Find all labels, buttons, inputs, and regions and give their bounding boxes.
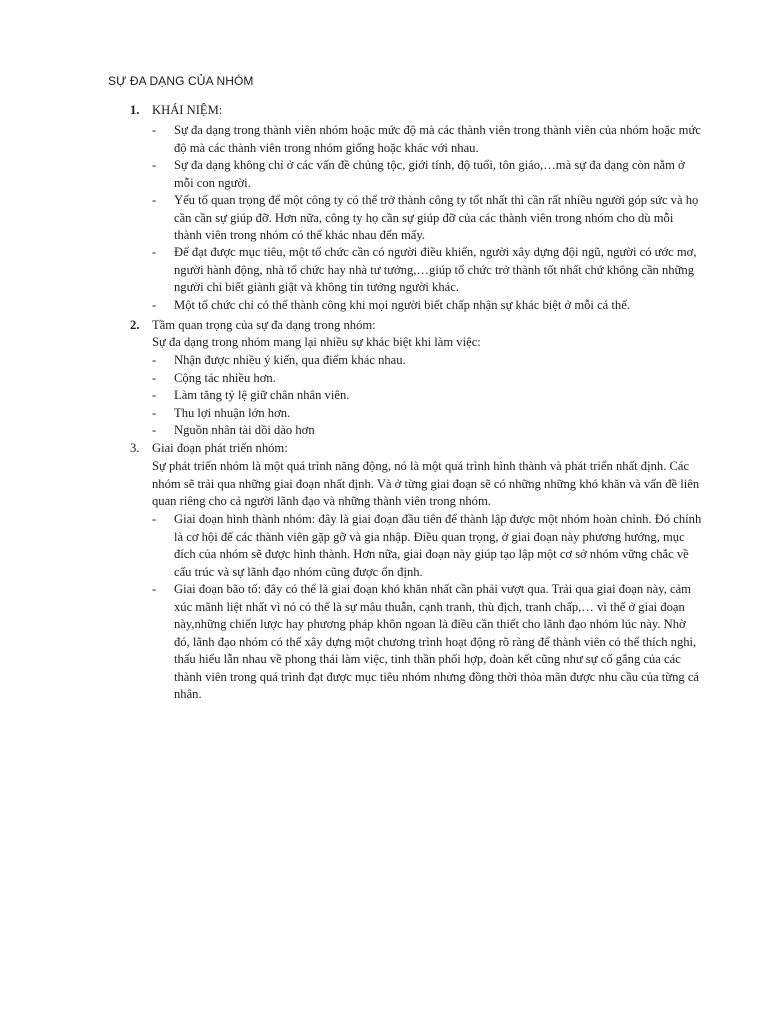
bullet-dash: -	[152, 158, 157, 172]
list-item-text: Sự đa dạng trong thành viên nhóm hoặc mức độ mà các thành viên trong thành viên của nhóm hoặc mức độ mà các thành viên trong nhóm giống hoặc khác với nhau.	[174, 123, 701, 155]
section-heading: Giai đoạn phát triển nhóm:	[152, 441, 288, 455]
bullet-dash: -	[152, 371, 157, 385]
list-item-text: Thu lợi nhuận lớn hơn.	[174, 406, 291, 420]
section-heading: Tầm quan trọng của sự đa dạng trong nhóm:	[152, 318, 376, 332]
list-item-text: Sự đa dạng không chỉ ở các vấn đề chủng tộc, giới tính, độ tuổi, tôn giáo,…mà sự đa dạng còn nằm ở mỗi con người.	[174, 158, 685, 190]
document-title: SỰ ĐA DẠNG CỦA NHÓM	[108, 74, 254, 88]
list-item-text: Giai đoạn hình thành nhóm: đây là giai đoạn đầu tiên để thành lập được một nhóm hoàn chỉnh. Đó chính là cơ hội để các thành viên gặp gỡ và gia nhập. Điều quan trọng, ở giai đoạn này phương hướng, mục đích của nhóm sẽ được hình thành. Hơn nữa, giai đoạn này giúp tạo lập một cơ sở nhóm vững chắc về cấu trúc và sự lãnh đạo nhóm cũng được ổn định.	[174, 512, 702, 579]
bullet-dash: -	[152, 423, 157, 437]
list-item-text: Để đạt được mục tiêu, một tổ chức cần có người điều khiển, người xây dựng đội ngũ, người có ước mơ, người hành động, nhà tổ chức hay nhà tư tưởng,…giúp tổ chức trở thành tốt nhất chứ không cần những người chỉ biết giành giật và không tin tưởng người khác.	[174, 245, 697, 294]
bullet-dash: -	[152, 582, 157, 596]
bullet-dash: -	[152, 298, 157, 312]
section-number: 3.	[130, 441, 140, 455]
bullet-dash: -	[152, 388, 157, 402]
list-item-text: Giai đoạn bão tố: đây có thể là giai đoạn khó khăn nhất cần phải vượt qua. Trải qua giai đoạn này, cảm xúc mãnh liệt nhất vì nó có thể là sự mâu thuẫn, cạnh tranh, thù địch, tranh chấp,… vì thế ở giai đoạn này,những chiến lược hay phương pháp khôn ngoan là điều cần thiết cho lãnh đạo nhóm lúc này. Nhờ đó, lãnh đạo nhóm có thể xây dựng một chương trình hoạt động rõ ràng để thành viên có thể thích nghi, thấu hiểu lẫn nhau về phong thái làm việc, tinh thần phối hợp, đoàn kết cũng như sự cố gắng của các thành viên trong quá trình đạt được mục tiêu nhóm nhưng đồng thời thỏa mãn được nhu cầu của từng cá nhân.	[174, 582, 700, 701]
bullet-dash: -	[152, 245, 157, 259]
list-item-text: Cộng tác nhiều hơn.	[174, 371, 276, 385]
bullet-dash: -	[152, 193, 157, 207]
bullet-dash: -	[152, 406, 157, 420]
list-item-text: Yếu tố quan trọng để một công ty có thể trở thành công ty tốt nhất thì cần rất nhiều người góp sức và họ cần cần sự giúp đỡ. Hơn nữa, công ty họ cần sự giúp đỡ của các thành viên trong nhóm cho dù mỗi thành viên trong nhóm có thể khác nhau đến mấy.	[174, 193, 699, 242]
bullet-dash: -	[152, 512, 157, 526]
list-item-text: Một tổ chức chỉ có thể thành công khi mọi người biết chấp nhận sự khác biệt ở mỗi cá thể.	[174, 298, 630, 312]
section-intro: Sự phát triển nhóm là một quá trình năng động, nó là một quá trình hình thành và phát triển nhất định. Các nhóm sẽ trải qua những giai đoạn nhất định. Và ở từng giai đoạn sẽ có những những khó khăn và vấn đề liên quan riêng cho cả người lãnh đạo và những thành viên trong nhóm.	[152, 459, 700, 508]
bullet-dash: -	[152, 123, 157, 137]
list-item-text: Làm tăng tỷ lệ giữ chân nhân viên.	[174, 388, 350, 402]
list-item-text: Nhận được nhiều ý kiến, qua điểm khác nhau.	[174, 353, 406, 367]
section-heading: KHÁI NIỆM:	[152, 103, 223, 117]
list-item-text: Nguồn nhân tài dồi dào hơn	[174, 423, 315, 437]
section-number: 2.	[130, 318, 140, 332]
bullet-dash: -	[152, 353, 157, 367]
section-intro: Sự đa dạng trong nhóm mang lại nhiều sự khác biệt khi làm việc:	[152, 335, 481, 349]
section-number: 1.	[130, 103, 140, 117]
